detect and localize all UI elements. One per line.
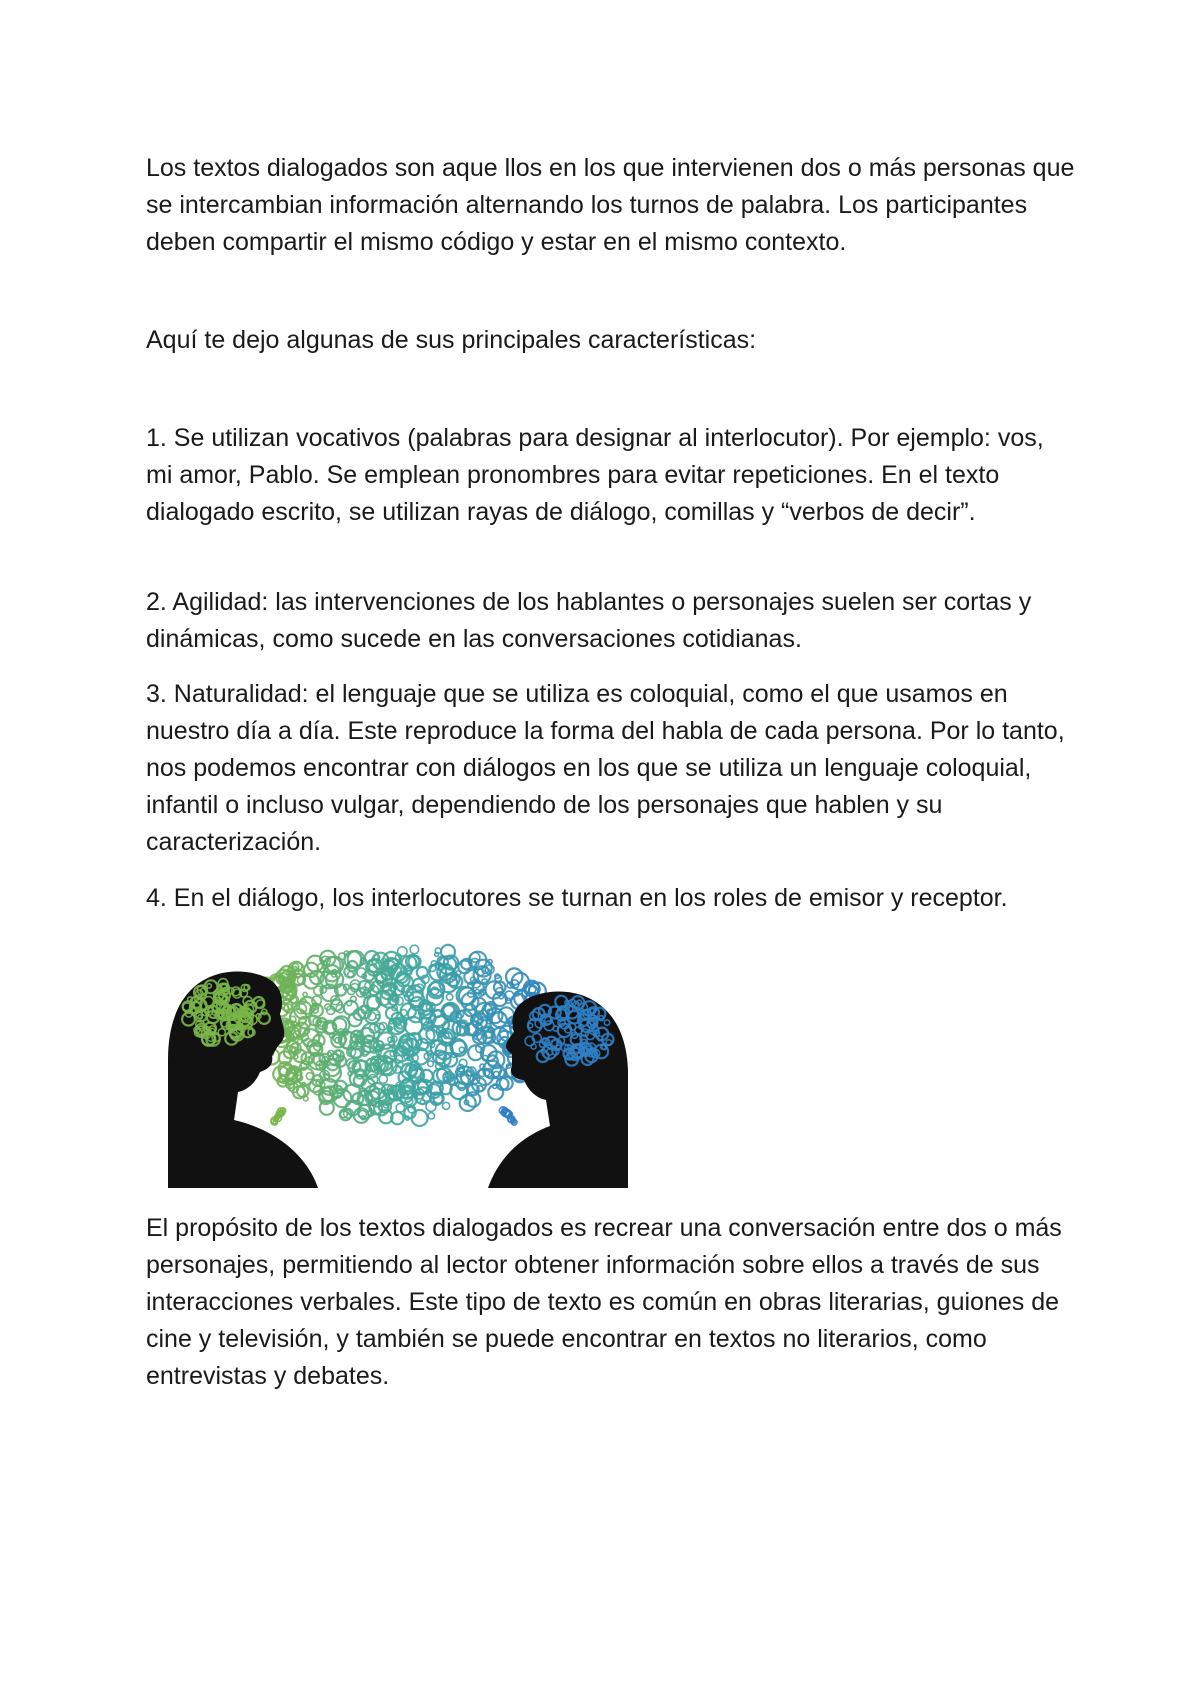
bubble-dot [428,1113,434,1119]
bubble-dot [302,1029,319,1046]
bubble-dot [446,994,452,1000]
lead-paragraph: Aquí te dejo algunas de sus principales características: [146,326,757,354]
list-item-3: 3. Naturalidad: el lenguaje que se utiliza es coloquial, como el que usamos en nuestro día a día. Este reproduce la forma del habla de cada persona. Por lo tanto, nos podemos encontrar con diálogos en los que se utiliza un lenguaje coloquial, infantil o incluso vulgar, dependiendo de los personajes que hablen y su caracterización. [146,680,1065,856]
bubble-dot [405,1017,423,1035]
bubble-dot [475,990,479,994]
bubble-dot [303,992,307,996]
bubble-dot [306,1073,313,1080]
bubble-dot [428,1061,434,1067]
intro-paragraph: Los textos dialogados son aque llos en los que intervienen dos o más personas que se intercambian información alternando los turnos de palabra. Los participantes deben compartir el mismo código y estar en el mismo contexto. [146,154,1075,256]
bubble-dot [456,971,460,975]
bubble-dot [410,945,419,954]
bubble-dot [443,1005,454,1016]
bubble-dot [488,1085,503,1100]
dialogue-heads-illustration [168,930,628,1190]
bubble-dot [332,973,336,977]
list-item-2: 2. Agilidad: las intervenciones de los hablantes o personajes suelen ser cortas y dinámicas, como sucede en las conversaciones cotidianas. [146,588,1032,653]
list-item-4: 4. En el diálogo, los interlocutores se turnan en los roles de emisor y receptor. [146,884,1008,912]
bubble-dot [396,1104,404,1112]
closing-paragraph: El propósito de los textos dialogados es recrear una conversación entre dos o más personajes, permitiendo al lector obtener información sobre ellos a través de sus interacciones verbales. Este tipo de texto es común en obras literarias, guiones de cine y televisión, y también se puede encontrar en textos no literarios, como entrevistas y debates. [146,1214,1062,1390]
bubble-dot [443,1102,450,1109]
list-item-1: 1. Se utilizan vocativos (palabras para designar al interlocutor). Por ejemplo: vos, mi amor, Pablo. Se emplean pronombres para evitar repeticiones. En el texto dialogado escrito, se utilizan rayas de diálogo, comillas y “verbos de decir”. [146,424,1044,526]
bubble-dot [459,1047,464,1052]
bubble-dot [493,1084,497,1088]
